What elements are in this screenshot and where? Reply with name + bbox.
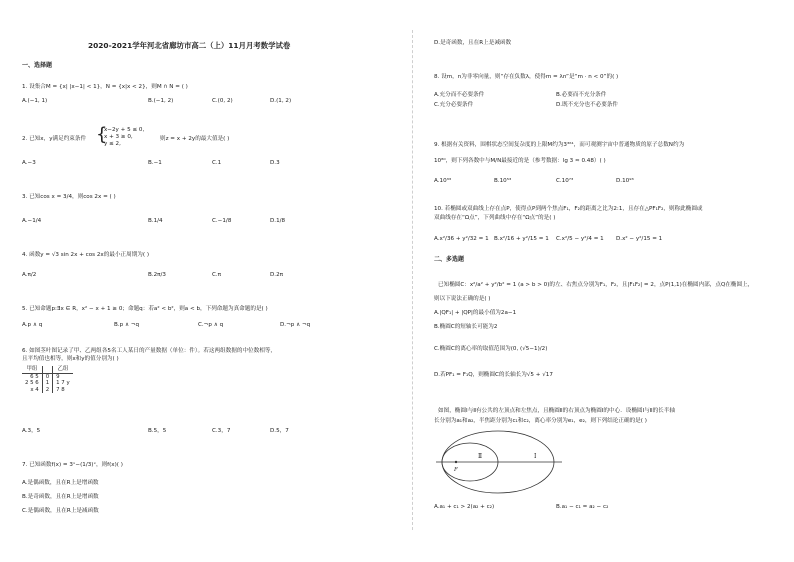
q10-option-c[interactable]: C.x²/5 − y²/4 = 1 [556, 236, 604, 242]
q11-option-b[interactable]: B.椭圆C的短轴长可能为2 [434, 324, 498, 330]
q11-option-d[interactable]: D.若PF₁ = F₁Q，则椭圆C的长轴长为√5 + √17 [434, 372, 553, 378]
q4-option-d[interactable]: D.2π [270, 272, 284, 278]
q4-option-a[interactable]: A.π/2 [22, 272, 37, 278]
q7-option-d[interactable]: D.是奇函数，且在R上是减函数 [434, 40, 512, 46]
q10-stem-line-1: 10. 若椭圆或双曲线上存在点P，使得点P到两个焦点F₁，F₂的距离之比为2:1，且存在△PF₁F₂，则称此椭圆或 [434, 206, 703, 212]
q1-stem: 1. 设集合M = {x| |x−1| < 1}，N = {x|x < 2}，则M ∩ N = ( ) [22, 84, 188, 90]
stem-leaf-row: 6 5 0 9 [30, 373, 60, 380]
q4-option-b[interactable]: B.2π/3 [148, 272, 166, 278]
stem-leaf-head-a: 甲组 [22, 366, 42, 373]
q7-stem: 7. 已知函数f(x) = 3ˣ−(1/3)ˣ，则f(x)( ) [22, 462, 123, 468]
q7-option-c[interactable]: C.是偶函数，且在R上是减函数 [22, 508, 99, 514]
label-focus: F [454, 467, 458, 473]
q5-option-c[interactable]: C.¬p ∧ q [198, 322, 224, 328]
q11-option-a[interactable]: A.|QF₁| + |QP|的最小值为2a−1 [434, 310, 517, 316]
q6-option-d[interactable]: D.5，7 [270, 428, 289, 434]
q1-option-a[interactable]: A.(−1, 1) [22, 98, 48, 104]
q6-option-b[interactable]: B.5，5 [148, 428, 167, 434]
left-column [18, 0, 388, 562]
q8-option-b[interactable]: B.必要而不充分条件 [556, 92, 607, 98]
q6-option-a[interactable]: A.3，5 [22, 428, 41, 434]
q9-stem-line-1: 9. 根据有关资料，围棋状态空间复杂度的上限M约为3³⁶¹，而可观测宇宙中普通物质的原子总数N约为 [434, 142, 685, 148]
q11-stem-line-2: 则以下说法正确的是( ) [434, 296, 491, 302]
q3-option-a[interactable]: A.−1/4 [22, 218, 42, 224]
q2-option-c[interactable]: C.1 [212, 160, 222, 166]
q5-option-d[interactable]: D.¬p ∧ ¬q [280, 322, 311, 328]
section-single-choice: 一、选择题 [22, 62, 53, 69]
q3-option-c[interactable]: C.−1/8 [212, 218, 232, 224]
q11-stem-line-1: 已知椭圆C：x²/a² + y²/b² = 1 (a > b > 0)的左、右焦点分别为F₁，F₂，且|F₁F₂| = 2，点P(1,1)在椭圆内部，点Q在椭圆上， [438, 282, 754, 288]
q2-option-d[interactable]: D.3 [270, 160, 280, 166]
q10-option-b[interactable]: B.x²/16 + y²/15 = 1 [494, 236, 549, 242]
stem-leaf-row: x 4 2 7 8 [30, 386, 65, 393]
focus-point [455, 461, 457, 463]
q3-stem: 3. 已知cos x = 3/4，则cos 2x = ( ) [22, 194, 116, 200]
q8-option-d[interactable]: D.既不充分也不必要条件 [556, 102, 619, 108]
q2-constraint-1: x−2y + 5 ≤ 0, [104, 127, 145, 133]
q4-option-c[interactable]: C.π [212, 272, 222, 278]
q10-stem-line-2: 双曲线存在“Ω点”，下列曲线中存在“Ω点”的是( ) [434, 215, 556, 221]
q9-option-b[interactable]: B.10⁵³ [494, 178, 512, 184]
q2-stem-pre: 2. 已知x，y满足约束条件 [22, 136, 87, 142]
q8-option-c[interactable]: C.充分必要条件 [434, 102, 474, 108]
q9-option-d[interactable]: D.10⁹³ [616, 178, 634, 184]
q6-option-c[interactable]: C.3，7 [212, 428, 231, 434]
q6-stem-line-2: 且平均值也相等，则x和y的值分别为( ) [22, 356, 119, 362]
q5-stem: 5. 已知命题p:∃x ∈ R，x² − x + 1 ≥ 0；命题q：若a² < b²，则a < b，下列命题为真命题的是( ) [22, 306, 268, 312]
right-column [430, 0, 794, 562]
q9-option-c[interactable]: C.10⁷³ [556, 178, 574, 184]
label-inner-ellipse: Ⅱ [478, 453, 483, 460]
q2-constraint-3: y ≤ 2, [104, 141, 121, 147]
exam-title: 2020-2021学年河北省廊坊市高二（上）11月月考数学试卷 [88, 41, 291, 50]
q11-option-c[interactable]: C.椭圆C的离心率的取值范围为(0, (√5−1)/2) [434, 346, 548, 352]
q1-option-b[interactable]: B.(−1, 2) [148, 98, 174, 104]
column-divider [412, 30, 413, 530]
label-outer-ellipse: Ⅰ [534, 453, 537, 460]
q1-option-c[interactable]: C.(0, 2) [212, 98, 233, 104]
q9-option-a[interactable]: A.10³³ [434, 178, 452, 184]
section-multi-choice: 二、多选题 [434, 256, 465, 263]
q12-option-b[interactable]: B.a₁ − c₁ = a₂ − c₂ [556, 504, 609, 510]
q7-option-b[interactable]: B.是奇函数，且在R上是增函数 [22, 494, 99, 500]
q12-stem-line-1: 如图，椭圆Ⅰ与Ⅱ有公共的左顶点和左焦点，且椭圆Ⅱ的右顶点为椭圆Ⅰ的中心．设椭圆Ⅰ与Ⅱ的长半轴 [438, 408, 675, 414]
q2-stem-post: 则z = x + 2y的最大值是( ) [160, 136, 230, 142]
q5-option-a[interactable]: A.p ∧ q [22, 322, 43, 328]
ellipse-figure [434, 428, 564, 496]
stem-leaf-row: 2 5 6 1 1 7 y [25, 380, 70, 386]
q9-stem-line-2: 10⁸⁰，则下列各数中与M/N最接近的是（参考数据：lg 3 ≈ 0.48）( ) [434, 158, 606, 164]
q3-option-b[interactable]: B.1/4 [148, 218, 163, 224]
q12-stem-line-2: 长分别为a₁和a₂，半焦距分别为c₁和c₂，离心率分别为e₁，e₂，则下列结论正确的是( ) [434, 418, 647, 424]
q2-constraint-2: x + 3 ≥ 0, [104, 134, 133, 140]
q1-option-d[interactable]: D.(1, 2) [270, 98, 292, 104]
q7-option-a[interactable]: A.是偶函数，且在R上是增函数 [22, 480, 99, 486]
q2-option-b[interactable]: B.−1 [148, 160, 162, 166]
q10-option-a[interactable]: A.x²/36 + y²/32 = 1 [434, 236, 489, 242]
q6-stem-line-1: 6. 如图茎叶图记录了甲、乙两组各5名工人某日的产量数据（单位：件）。若这两组数据的中位数相等， [22, 348, 277, 354]
q2-brace: { [96, 124, 108, 145]
q2-option-a[interactable]: A.−3 [22, 160, 36, 166]
q5-option-b[interactable]: B.p ∧ ¬q [114, 322, 140, 328]
stem-leaf-plot [22, 366, 73, 393]
q8-stem: 8. 设m，n为非零向量，则“存在负数λ，使得m = λn”是“m · n < 0”的( ) [434, 74, 619, 80]
q8-option-a[interactable]: A.充分而不必要条件 [434, 92, 485, 98]
stem-leaf-head-b: 乙组 [53, 366, 73, 373]
q3-option-d[interactable]: D.1/8 [270, 218, 286, 224]
q4-stem: 4. 函数y = √3 sin 2x + cos 2x的最小正周期为( ) [22, 252, 150, 258]
q10-option-d[interactable]: D.x² − y²/15 = 1 [616, 236, 663, 242]
q12-option-a[interactable]: A.a₁ + c₁ > 2(a₂ + c₂) [434, 504, 495, 510]
